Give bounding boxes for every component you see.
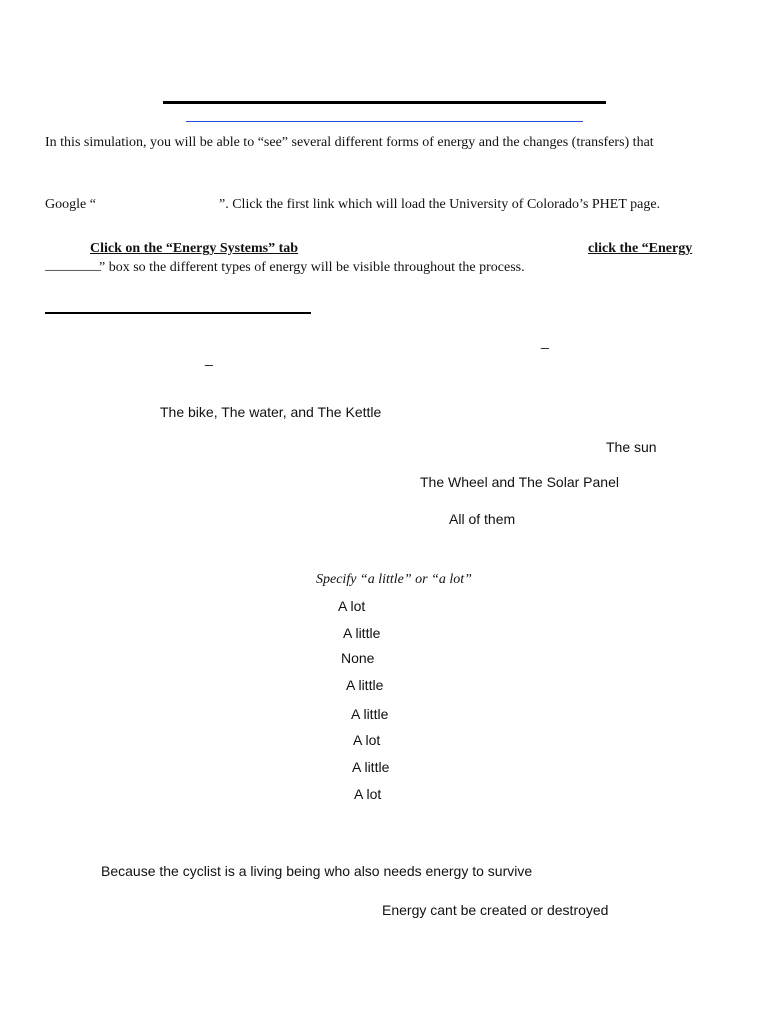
answer-text: All of them — [449, 511, 516, 527]
energy-checkbox-instruction: click the “Energy — [588, 241, 693, 256]
google-prefix: Google “ — [45, 197, 96, 212]
amount-answer: A little — [351, 706, 389, 722]
section-heading-underline — [45, 312, 311, 314]
answer-text: The sun — [606, 439, 657, 455]
instruction-continuation: ” box so the different types of energy will be visible throughout the process. — [99, 260, 525, 275]
dash-mark: _ — [541, 333, 549, 349]
amount-answer: A lot — [338, 598, 366, 614]
specify-prompt: Specify “a little” or “a lot” — [316, 572, 472, 587]
intro-text: In this simulation, you will be able to “see” several different forms of energy and the changes (transfers) that — [45, 135, 654, 150]
answer-text: The bike, The water, and The Kettle — [160, 404, 382, 420]
answer-text: Energy cant be created or destroyed — [382, 902, 609, 918]
amount-answer: A lot — [353, 732, 381, 748]
energy-blank: ________ — [45, 258, 101, 273]
amount-answer: A little — [352, 759, 390, 775]
amount-answer: A little — [346, 677, 384, 693]
amount-answer: None — [341, 650, 375, 666]
dash-mark: _ — [205, 350, 213, 366]
energy-systems-tab-instruction: Click on the “Energy Systems” tab — [90, 241, 299, 256]
amount-answer: A little — [343, 625, 381, 641]
answer-text: Because the cyclist is a living being who also needs energy to survive — [101, 863, 533, 879]
title-underline — [163, 101, 606, 104]
amount-answer: A lot — [354, 786, 382, 802]
link-underline[interactable] — [186, 121, 583, 122]
answer-text: The Wheel and The Solar Panel — [420, 474, 619, 490]
google-suffix: ”. Click the first link which will load the University of Colorado’s PHET page. — [219, 197, 661, 212]
